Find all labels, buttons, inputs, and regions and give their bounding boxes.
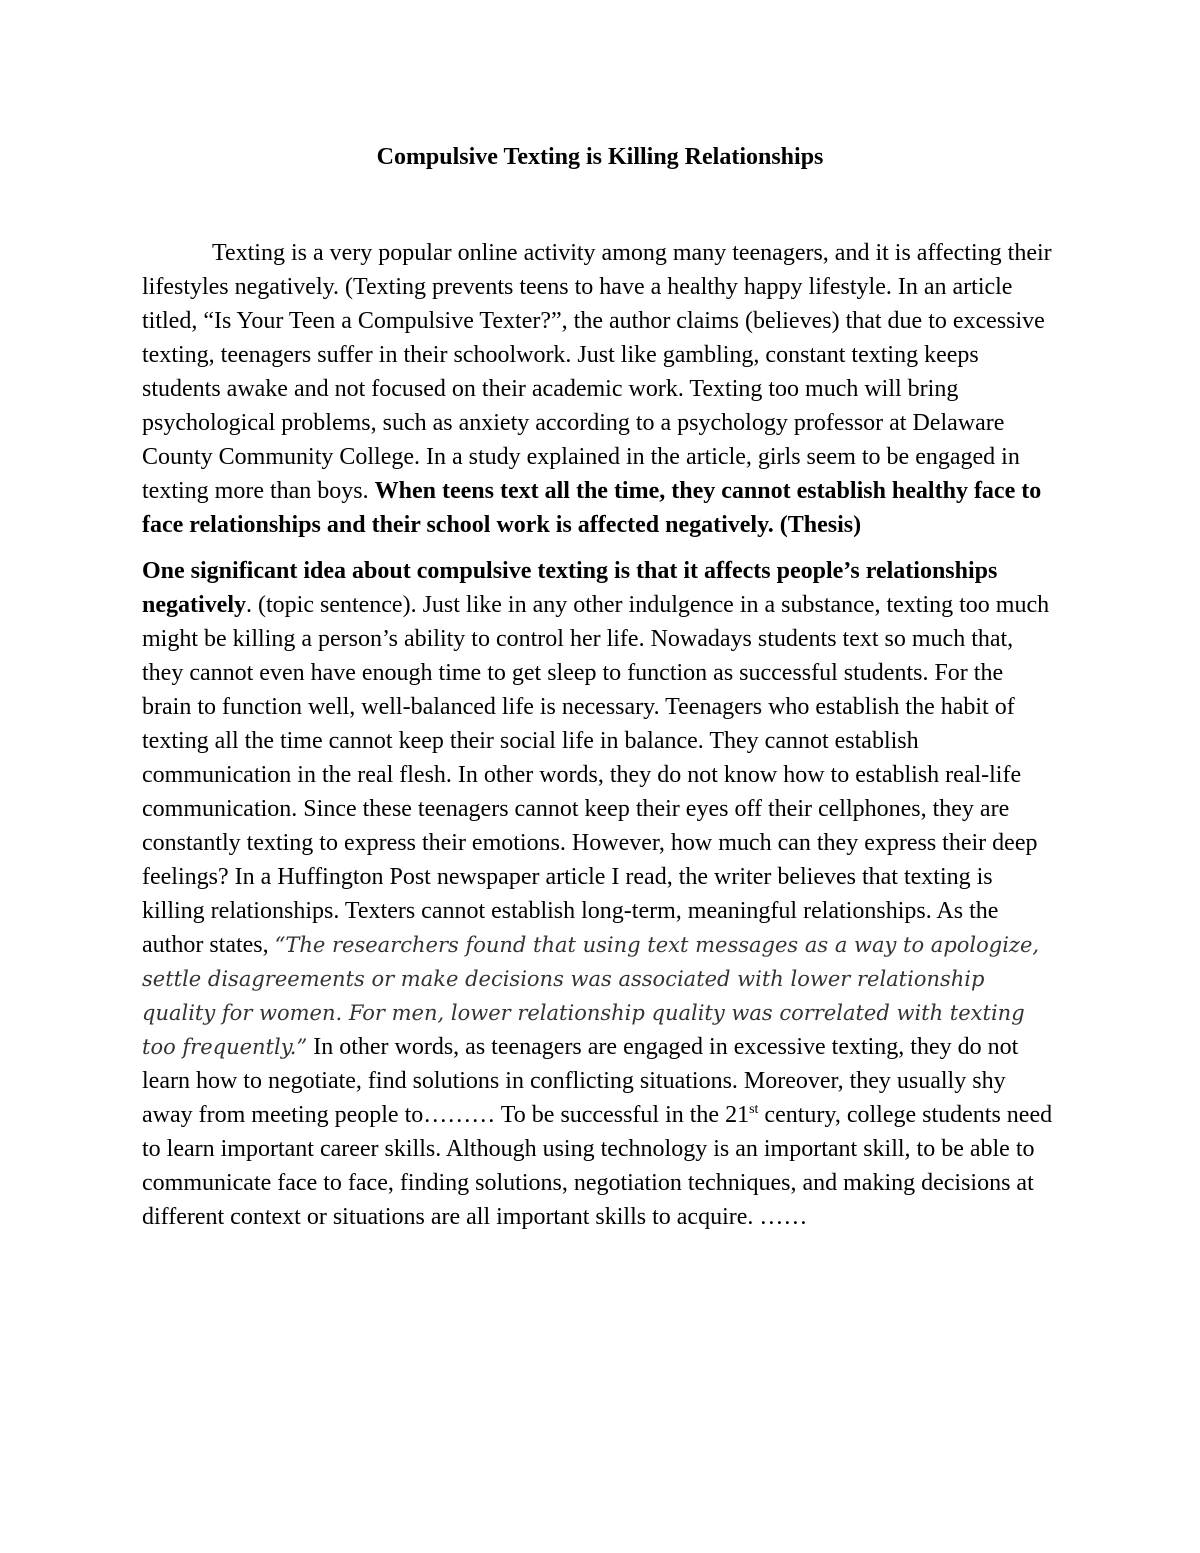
body-text-c: century, college students need to learn important career skills. Although using technology is an important skill, to be able to communicate face to face, finding solutions, negotiation techniques, and making decisions at different context or situations are all important skills to acquire. ……	[142, 1102, 1053, 1230]
thesis-statement: When teens text all the time, they cannot establish healthy face to face relationships and their school work is affected negatively. (Thesis)	[142, 478, 1042, 538]
body-paragraph	[142, 554, 1058, 1234]
document-page	[142, 140, 1058, 1234]
intro-text: Texting is a very popular online activity among many teenagers, and it is affecting their lifestyles negatively. (Texting prevents teens to have a healthy happy lifestyle. In an article titled, “Is Your Teen a Compulsive Texter?”, the author claims (believes) that due to excessive texting, teenagers suffer in their schoolwork. Just like gambling, constant texting keeps students awake and not focused on their academic work. Texting too much will bring psychological problems, such as anxiety according to a psychology professor at Delaware County Community College. In a study explained in the article, girls seem to be engaged in texting more than boys.	[142, 240, 1052, 504]
topic-sentence: One significant idea about compulsive texting is that it affects people’s relationships negatively	[142, 558, 998, 618]
quotation: “The researchers found that using text messages as a way to apologize, settle disagreements or make decisions was associated with lower relationship quality for women. For men, lower relationship quality was correlated with texting too frequently.”	[142, 933, 1040, 1059]
superscript-st: st	[749, 1102, 759, 1117]
body-text-b: In other words, as teenagers are engaged in excessive texting, they do not learn how to negotiate, find solutions in conflicting situations. Moreover, they usually shy away from meeting people to……… To be successful in the 21	[142, 1034, 1019, 1128]
document-title: Compulsive Texting is Killing Relationships	[376, 144, 824, 170]
intro-paragraph	[142, 236, 1058, 542]
body-text-a: . (topic sentence). Just like in any other indulgence in a substance, texting too much might be killing a person’s ability to control her life. Nowadays students text so much that, they cannot even have enough time to get sleep to function as successful students. For the brain to function well, well-balanced life is necessary. Teenagers who establish the habit of texting all the time cannot keep their social life in balance. They cannot establish communication in the real flesh. In other words, they do not know how to establish real-life communication. Since these teenagers cannot keep their eyes off their cellphones, they are constantly texting to express their emotions. However, how much can they express their deep feelings? In a Huffington Post newspaper article I read, the writer believes that texting is killing relationships. Texters cannot establish long-term, meaningful relationships. As the author states,	[142, 592, 1050, 958]
